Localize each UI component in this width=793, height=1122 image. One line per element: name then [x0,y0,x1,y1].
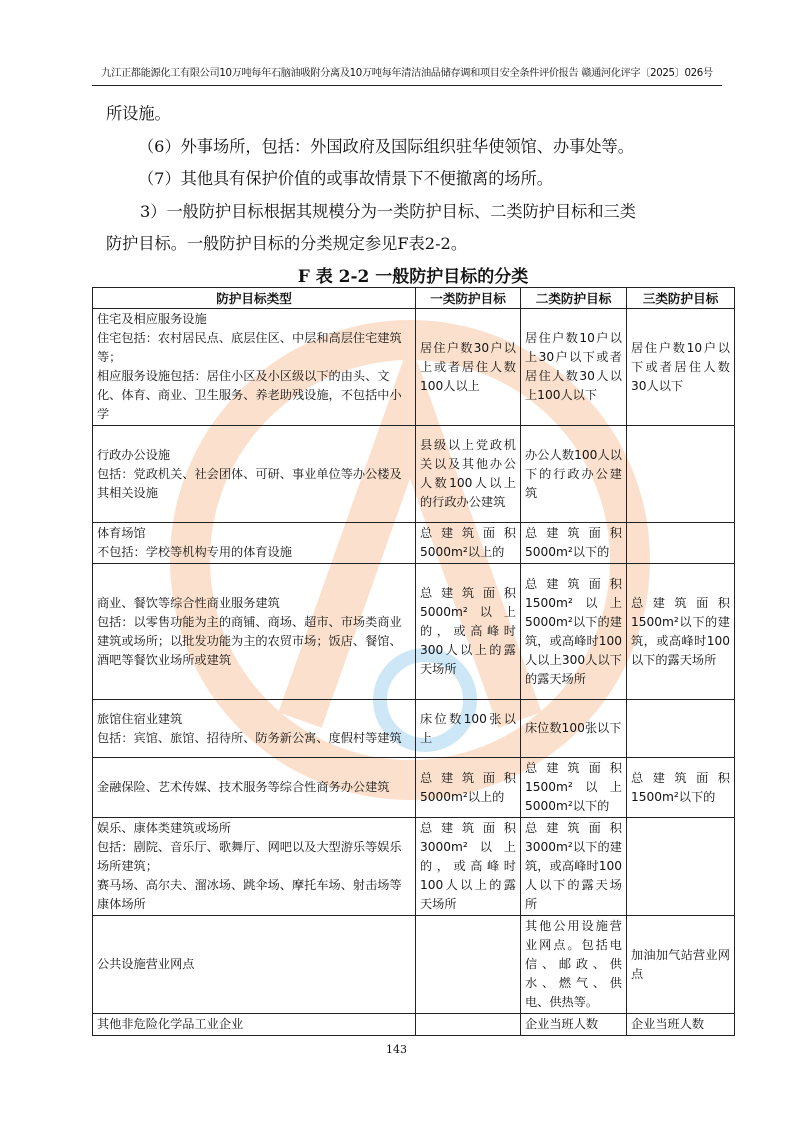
cell-type-line: 包括：宾馆、旅馆、招待所、防务新公寓、度假村等建筑 [97,730,402,745]
table-row [93,758,735,818]
cell-type-line: 娱乐、康体类建筑或场所 [97,821,232,835]
cell-class-2: 总建筑面积3000m²以下的建筑，或高峰时100人以下的露天场所 [521,818,627,916]
protection-target-table [92,287,735,1036]
cell-class-3: 企业当班人数 [627,1014,735,1036]
cell-type [93,916,416,1014]
cell-class-2: 其他公用设施营业网点。包括电信、邮政、供水、燃气、供电、供热等。 [521,916,627,1014]
header-class-1: 一类防护目标 [416,288,521,309]
cell-type-line: 其他非危险化学品工业企业 [97,1017,244,1031]
paragraph-5: 防护目标。一般防护目标的分类规定参见F表2-2。 [106,234,468,253]
cell-type-line: 包括：剧院、音乐厅、歌舞厅、网吧以及大型游乐等娱乐场所建筑； [97,840,402,873]
cell-class-1: 总建筑面积5000m²以上的 [416,523,521,564]
cell-class-1: 总建筑面积5000m²以上的，或高峰时300人以上的露天场所 [416,564,521,700]
table-caption: F 表 2-2 一般防护目标的分类 [297,267,529,287]
table-row [93,818,735,916]
cell-type [93,818,416,916]
cell-type-line: 行政办公设施 [97,447,171,462]
cell-type [93,1014,416,1036]
cell-class-3 [627,818,735,916]
table-row [93,309,735,426]
cell-type [93,758,416,818]
cell-type [93,700,416,758]
cell-type-line: 不包括：学校等机构专用的体育设施 [97,545,292,559]
table-row [93,916,735,1014]
table-row [93,700,735,758]
cell-class-3: 总建筑面积1500m²以下的 [627,758,735,818]
cell-class-2: 总建筑面积5000m²以下的 [521,523,627,564]
page-number: 143 [386,1043,407,1056]
paragraph-1: 所设施。 [106,104,171,123]
cell-class-1: 床位数100张以上 [416,700,521,758]
cell-type-line: 住宅包括：农村居民点、底层住区、中层和高层住宅建筑等； [97,331,402,364]
cell-type-line: 公共设施营业网点 [97,957,195,971]
cell-class-2: 总建筑面积1500m²以上5000m²以下的建筑，或高峰时100人以上300人以下的露天场所 [521,564,627,700]
table-row [93,523,735,564]
cell-type [93,309,416,426]
cell-type [93,523,416,564]
cell-class-3 [627,426,735,523]
header-class-2: 二类防护目标 [521,288,627,309]
paragraph-2: （6）外事场所，包括：外国政府及国际组织驻华使领馆、办事处等。 [138,137,634,156]
cell-class-3 [627,700,735,758]
cell-type-line: 包括：以零售功能为主的商铺、商场、超市、市场类商业建筑或场所；以批发功能为主的农贸市场；饭店、餐馆、酒吧等餐饮业场所或建筑 [97,614,402,667]
cell-class-2: 企业当班人数 [521,1014,627,1036]
cell-class-2: 床位数100张以下 [521,700,627,758]
cell-class-3: 加油加气站营业网点 [627,916,735,1014]
cell-class-3: 居住户数10户以下或者居住人数30人以下 [627,309,735,426]
cell-class-3: 总建筑面积1500m²以下的建筑，或高峰时100以下的露天场所 [627,564,735,700]
cell-type-line: 体育场馆 [97,526,146,540]
cell-class-1: 县级以上党政机关以及其他办公人数100人以上的行政办公建筑 [416,426,521,523]
cell-class-1: 总建筑面积3000m²以上的，或高峰时100人以上的露天场所 [416,818,521,916]
table-row [93,564,735,700]
cell-class-1: 总建筑面积5000m²以上的 [416,758,521,818]
cell-type [93,564,416,700]
cell-class-1 [416,1014,521,1036]
cell-type-line: 商业、餐饮等综合性商业服务建筑 [97,595,280,610]
cell-type-line: 旅馆住宿业建筑 [97,711,183,726]
cell-type-line: 相应服务设施包括：居住小区及小区级以下的由头、文化、体育、商业、卫生服务、养老助残设施，不包括中小学 [97,369,402,421]
header-class-3: 三类防护目标 [627,288,735,309]
table-header-row [93,288,735,309]
table-row [93,426,735,523]
table-row [93,1014,735,1036]
cell-class-2: 办公人数100人以下的行政办公建筑 [521,426,627,523]
cell-class-1: 居住户数30户以上或者居住人数100人以上 [416,309,521,426]
cell-type-line: 赛马场、高尔夫、溜冰场、跳伞场、摩托车场、射击场等康体场所 [97,878,402,911]
paragraph-4: 3）一般防护目标根据其规模分为一类防护目标、二类防护目标和三类 [140,202,636,221]
cell-type-line: 包括：党政机关、社会团体、可研、事业单位等办公楼及其相关设施 [97,466,402,500]
cell-class-3 [627,523,735,564]
cell-type-line: 住宅及相应服务设施 [97,312,207,326]
cell-class-1 [416,916,521,1014]
cell-class-2: 居住户数10户以上30户以下或者居住人数30人以上100人以下 [521,309,627,426]
cell-type [93,426,416,523]
cell-type-line: 金融保险、艺术传媒、技术服务等综合性商务办公建筑 [97,780,390,794]
page-header: 九江正都能源化工有限公司10万吨每年石脑油吸附分离及10万吨每年清洁油品储存调和项目安全条件评价报告 赣通河化评字〔2025〕026号 [92,64,722,86]
paragraph-3: （7）其他具有保护价值的或事故情景下不便撤离的场所。 [138,169,553,188]
cell-class-2: 总建筑面积1500m²以上5000m²以下的 [521,758,627,818]
header-type: 防护目标类型 [93,288,416,309]
